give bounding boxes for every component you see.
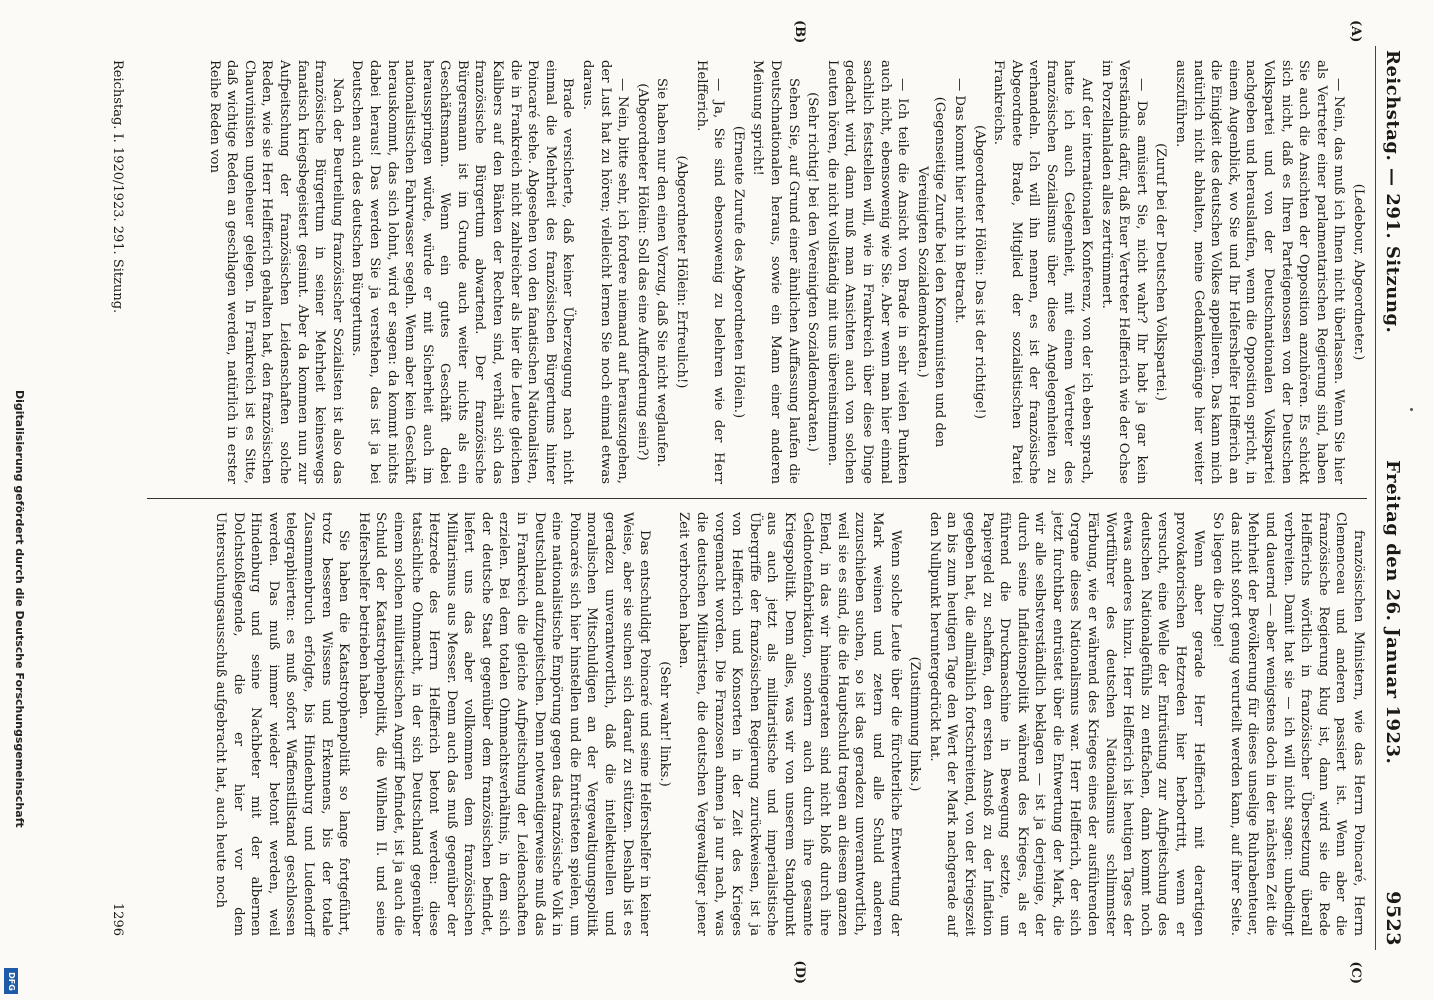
- margin-marker-b: (B): [792, 20, 807, 44]
- paragraph: (Abgeordneter Hölein: Das ist der richtige!): [971, 125, 987, 419]
- scan-speck: [1410, 408, 1413, 411]
- header-right-title: Freitag den 26. Januar 1923.: [1382, 460, 1403, 765]
- paragraph: Wenn aber gerade Herr Helfferich mit derartigen provokatorischen Hetzreden hier herbortritt, wenn er versucht, eine Welle der Entrüstung zur Aufpeitschung des deutschen Nationalgefühls zu entfachen, dann kommt noch etwas anderes hinzu. Herr Helfferich ist heutigen Tages der Wortführer des deutschen Nationalismus schlimmster Färbung, wie er während des Krieges eines der ausführenden Organe dieses Nationalismus war. Herr Helfferich, der sich jetzt furchtbar entrüstet über die Entwertung der Mark, die wir alle selbstverständlich beklagen — ist ja derjenige, der durch seine Inflationspolitik während des Krieges, als er führend die Druckmaschine in Bewegung setzte, um Papiergeld zu schaffen, den ersten Anstoß zu der Inflation gegeben hat, die allmählich fortschreitend, von der Kriegszeit an bis zum heutigen Tage den Wert der Mark nachgerade auf den Nullpunkt heruntergedrückt hat.: [926, 512, 1206, 936]
- header-left-title: Reichstag. — 291. Sitzung.: [1382, 50, 1403, 334]
- margin-marker-c: (C): [1348, 961, 1363, 984]
- paragraph: (Sehr wahr! links.): [656, 661, 672, 787]
- paragraph: Sehen Sie, auf Grund einer ähnlichen Auffassung laufen die Deutschnationalen heraus, sowie ein Mann einer anderen Meinung spricht!: [750, 60, 801, 484]
- paragraph: — Nein, das muß ich Ihnen nicht überlassen. Wenn Sie hier als Vertreter einer parlamentarischen Regierung sind, haben Sie auch die Ansichten der Opposition anzuhören. Es schickt sich nicht, daß es Ihren Parteigenossen von der Deutschen Volkspartei und von der Deutschnationalen Volkspartei nachgeben und herauslaufen, wenn die Opposition spricht, in einem Augenblick, wo Sie und Ihr Helfershelfer Helfferich an die Einigkeit des deutschen Volkes appellieren. Das kann mich natürlich nicht abhalten, meine Gedankengänge hier weiter auszuführen.: [1173, 60, 1347, 484]
- paragraph: Brade versicherte, daß keiner Überzeugung nach nicht einmal die Mehrheit des französischen Bürgertums hinter Poincaré stehe. Abgesehen von den fanatischen Nationalisten, die in Frankreich nicht zahlreicher als hier die Leute gleichen Kalibers auf den Bänken der Rechten sind, verhält sich das französische Bürgertum abwartend. Der französische Bürgersmann ist im Grunde auch weiter nichts als ein Geschäftsmann. Wenn ein gutes Geschäft dabei herausspringen würde, würde er mit Sicherheit auch im nationalistischen Fahrwasser segeln. Wenn aber kein Geschäft herauskommt, das sich lohnt, wird er sagen: da kommt nichts dabei heraus! Das werden Sie ja verstehen, das ist ja bei Deutschen auch des deutschen Bürgertums.: [349, 60, 576, 484]
- dfg-logo-label: DFG: [6, 971, 16, 991]
- paragraph: (Sehr richtig! bei den Vereinigten Sozialdemokraten.): [805, 92, 821, 452]
- dfg-logo-icon: [4, 968, 18, 994]
- margin-marker-a: (A): [1348, 20, 1363, 43]
- paragraph: — Das amüsiert Sie, nicht wahr? Ihr habt ja gar kein Verständnis dafür, daß Euer Vertreter Helfferich wie der Ochse im Porzellanladen alles zertrümmert.: [1098, 60, 1149, 484]
- paragraph: (Zustimmung links.): [907, 656, 923, 792]
- paragraph: (Abgeordneter Hölein: Erfreulich!): [674, 155, 690, 389]
- text-columns: [107, 20, 1367, 984]
- paragraph: (Abgeordneter Hölein: Soll das eine Aufforderung sein?): [634, 83, 650, 461]
- paragraph: — Ja, Sie sind ebensowenig zu belehren wie der Herr Helfferich.: [693, 60, 727, 484]
- margin-marker-d: (D): [792, 960, 807, 984]
- paragraph: — Ich teile die Ansicht von Brade in sehr vielen Punkten auch nicht, ebensowenig wie Sie. Aber wenn man hier einmal sachlich feststellen will, wie in Frankreich über diese Dinge gedacht wird, dann muß man Ansichten auch von solchen Leuten hören, die nicht vollständig mit uns übereinstimmen.: [824, 60, 911, 484]
- paragraph: (Erneute Zurufe des Abgeordneten Hölein.): [730, 125, 746, 419]
- paragraph: Sie haben die Katastrophenpolitik so lange fortgeführt, trotz besseren Wissens und Erkennens, bis der totale Zusammenbruch erfolgte, bis Hindenburg und Ludendorff telegraphierten: es muß sofort Waffenstillstand geschlossen werden. Das muß immer wieder betont werden, weil Hindenburg und seine Nachbeter mit der albernen Dolchstoßlegende, die er hier vor dem Untersuchungsausschuß aufgebracht hat, auch heute noch: [213, 512, 352, 936]
- right-column: [107, 498, 1367, 950]
- dfg-watermark: [6, 390, 26, 990]
- paragraph: — Das kommt hier nicht in Betracht.: [951, 78, 967, 324]
- paragraph: Sie haben nur den einen Vorzug, daß Sie nicht weglaufen.: [654, 78, 670, 467]
- watermark-text: Digitalisierung gefördert durch die Deutsche Forschungsgemeinschaft: [13, 390, 26, 828]
- header-page-number: 9523: [1382, 891, 1404, 946]
- rotated-page: [38, 10, 1418, 990]
- paragraph: Auf der internationalen Konferenz, von der ich eben sprach, hatte ich auch Gelegenheit, mit einem Vertreter des französischen Sozialismus über diese Angelegenheiten zu verhandeln. Ich will ihn nennen, es ist der französische Abgeordnete Brade, Mitglied der sozialistischen Partei Frankreichs.: [991, 60, 1095, 484]
- footer-right: 1296: [110, 902, 125, 936]
- paragraph: (Ledebour, Abgeordneter.): [1351, 183, 1366, 361]
- footer-left: Reichstag. I. 1920/1923. 291. Sitzung.: [110, 60, 125, 314]
- column-divider: [147, 498, 1367, 499]
- paragraph: (Zuruf bei der Deutschen Volkspartei.): [1153, 143, 1169, 401]
- running-header: [1375, 46, 1404, 950]
- paragraph: Das entschuldigt Poincaré und seine Helfershelfer in keiner Weise, aber sie suchen sich darauf zu stützen. Deshalb ist es geradezu unverantwortlich, daß die intellektuellen und moralischen Mitschuldigen an der Vergewaltigungspolitik Poincarés sich hier hinstellen und die Entrüsteten spielen, um eine nationalistische Empörung gegen das französische Volk in Deutschland aufzupeitschen. Denn notwendigerweise muß das in Frankreich die gleiche Aufpeitschung der Leidenschaften erzielen. Bei dem totalen Ohnmachtsverhältnis, in dem sich der deutsche Staat gegenüber dem französischen befindet, liefert uns das aber vollkommen dem französischen Militarismus aus Messer. Denn auch das muß gegenüber der Hetzrede des Herrn Helfferich betont werden: diese tatsächliche Ohnmacht, in der sich Deutschland gegenüber einem solchen militaristischen Angriff befindet, ist ja auch die Schuld der Katastrophenpolitik, die Wilhelm II. und seine Helfershelfer betrieben haben.: [355, 512, 653, 936]
- paragraph: Wenn solche Leute über die fürchterliche Entwertung der Mark weinen und zetern und alle Schuld anderen zuzuschieben suchen, so ist das geradezu unverantwortlich, weil sie es sind, die die Hauptschuld tragen an diesem ganzen Elend, in das wir hineingeraten sind nicht bloß durch ihre Geldnotenfabrikation, sondern auch durch ihre gesamte Kriegspolitik. Denn alles, was wir von unserem Standpunkt aus auch jetzt als militaristische und imperialistische Übergriffe der französischen Regierung zurückweisen, ist ja von Helfferich und Konsorten in der Zeit des Krieges vorgemacht worden. Die Franzosen ahmen ja nur nach, was die deutschen Militaristen, die deutschen Vergewaltiger jener Zeit verbrochen haben.: [676, 512, 903, 936]
- paragraph: (Gegenseitige Zurufe bei den Kommunisten und den Vereinigten Sozialdemokraten.): [914, 96, 948, 448]
- paragraph: Nach der Beurteilung französischer Sozialisten ist also das französische Bürgertum in seiner Mehrheit keineswegs fanatisch kriegsbegeistert gesinnt. Aber da kommen nun zur Aufpeitschung der französischen Leidenschaften solche Reden, wie sie Herr Helfferich gehalten hat, den französischen Chauvinisten ungeheuer gelegen. In Frankreich ist es Sitte, daß wichtige Reden an geschlagen werden, natürlich in erster Reihe Reden von: [206, 60, 345, 484]
- paragraph: — Nein, bitte sehr, ich fordere niemand auf herauszugehen, der Lust hat zu hören; vielleicht lernen Sie noch einmal etwas daraus.: [580, 60, 631, 484]
- paragraph: französischen Ministern, wie das Herrn Poincaré, Herrn Clemenceau und anderen passiert ist. Wenn aber die französische Regierung klug ist, dann wird sie die Rede Helfferichs wörtlich in französischer Übersetzung überall verbreiten. Damit hat sie — ich will nicht sagen: unbedingt und dauernd — aber wenigstens doch in der nächsten Zeit die Mehrheit der Bevölkerung für dieses unselige Ruhrabenteuer, das nicht sofort genug verurteilt werden kann, auf ihrer Seite. So liegen die Dinge!: [1210, 512, 1366, 936]
- left-column: [107, 46, 1367, 498]
